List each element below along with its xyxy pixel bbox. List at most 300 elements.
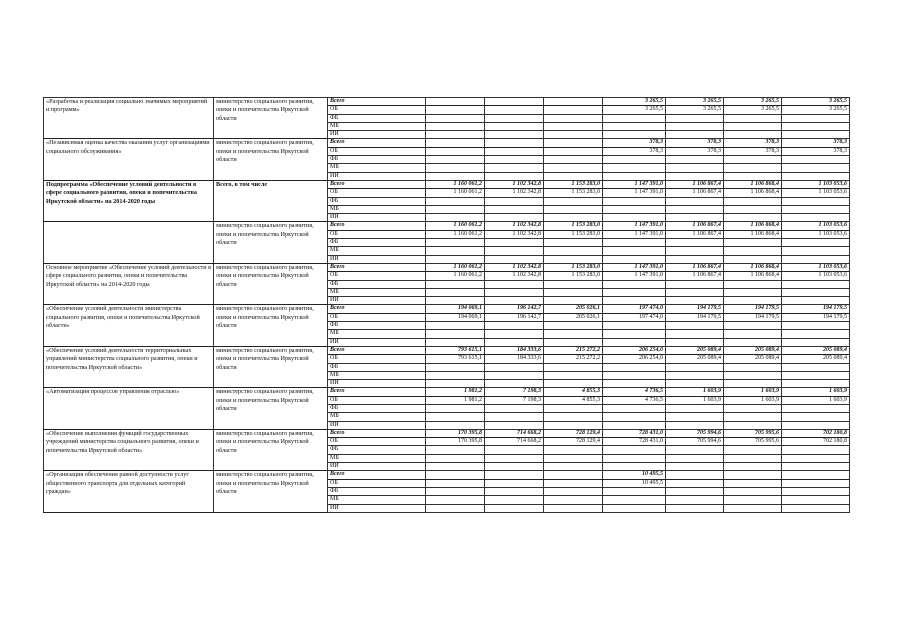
amount-cell bbox=[426, 496, 485, 504]
amount-cell bbox=[544, 247, 603, 255]
amount-cell bbox=[782, 380, 850, 388]
amount-cell: 714 668,2 bbox=[485, 438, 544, 446]
funding-source-cell: ФБ bbox=[328, 322, 426, 330]
amount-cell bbox=[603, 496, 666, 504]
amount-cell bbox=[782, 404, 850, 412]
amount-cell bbox=[724, 164, 782, 172]
amount-cell bbox=[724, 404, 782, 412]
amount-cell bbox=[724, 205, 782, 213]
amount-cell: 714 668,2 bbox=[485, 429, 544, 437]
amount-cell bbox=[485, 205, 544, 213]
funding-source-cell: ОБ bbox=[328, 479, 426, 487]
amount-cell: 1 102 342,8 bbox=[485, 263, 544, 271]
amount-cell bbox=[782, 487, 850, 495]
amount-cell bbox=[485, 404, 544, 412]
amount-cell bbox=[724, 288, 782, 296]
funding-source-cell: Всего bbox=[328, 139, 426, 147]
amount-cell: 197 474,0 bbox=[603, 305, 666, 313]
amount-cell bbox=[426, 239, 485, 247]
amount-cell: 705 995,6 bbox=[724, 429, 782, 437]
amount-cell bbox=[666, 114, 724, 122]
amount-cell bbox=[603, 239, 666, 247]
amount-cell: 1 603,9 bbox=[724, 388, 782, 396]
amount-cell bbox=[426, 471, 485, 479]
amount-cell: 1 160 061,2 bbox=[426, 180, 485, 188]
funding-source-cell: ФБ bbox=[328, 487, 426, 495]
funding-source-cell: ОБ bbox=[328, 355, 426, 363]
amount-cell bbox=[426, 404, 485, 412]
funding-source-cell: МБ bbox=[328, 288, 426, 296]
amount-cell bbox=[485, 139, 544, 147]
funding-source-cell: Всего bbox=[328, 305, 426, 313]
amount-cell bbox=[782, 122, 850, 130]
amount-cell: 194 179,5 bbox=[782, 305, 850, 313]
amount-cell bbox=[782, 413, 850, 421]
amount-cell bbox=[426, 487, 485, 495]
amount-cell bbox=[485, 297, 544, 305]
amount-cell: 205 089,4 bbox=[666, 346, 724, 354]
amount-cell bbox=[485, 106, 544, 114]
amount-cell: 1 106 867,4 bbox=[666, 189, 724, 197]
amount-cell bbox=[782, 338, 850, 346]
amount-cell bbox=[485, 172, 544, 180]
amount-cell bbox=[544, 380, 603, 388]
measure-name-cell: «Организация обеспечения равной доступности услуг общественного транспорта для отдельных категорий граждан» bbox=[44, 471, 214, 512]
amount-cell bbox=[603, 404, 666, 412]
amount-cell bbox=[426, 214, 485, 222]
amount-cell: 194 179,5 bbox=[666, 305, 724, 313]
amount-cell: 3 265,5 bbox=[666, 106, 724, 114]
amount-cell bbox=[544, 454, 603, 462]
funding-source-cell: МБ bbox=[328, 164, 426, 172]
amount-cell bbox=[426, 172, 485, 180]
amount-cell: 194 179,5 bbox=[724, 313, 782, 321]
amount-cell: 170 395,8 bbox=[426, 438, 485, 446]
amount-cell: 1 106 868,4 bbox=[724, 222, 782, 230]
amount-cell bbox=[544, 504, 603, 512]
amount-cell bbox=[426, 139, 485, 147]
amount-cell bbox=[485, 413, 544, 421]
amount-cell bbox=[603, 446, 666, 454]
amount-cell bbox=[666, 297, 724, 305]
amount-cell bbox=[724, 338, 782, 346]
amount-cell bbox=[544, 371, 603, 379]
amount-cell bbox=[544, 280, 603, 288]
funding-source-cell: ИИ bbox=[328, 380, 426, 388]
amount-cell bbox=[724, 131, 782, 139]
amount-cell: 1 102 342,8 bbox=[485, 180, 544, 188]
funding-source-cell: ИИ bbox=[328, 131, 426, 139]
amount-cell bbox=[666, 487, 724, 495]
amount-cell: 1 102 342,8 bbox=[485, 189, 544, 197]
amount-cell bbox=[666, 446, 724, 454]
amount-cell bbox=[544, 404, 603, 412]
executor-cell: министерство социального развития, опеки и попечительства Иркутской области bbox=[214, 388, 328, 429]
amount-cell bbox=[544, 106, 603, 114]
amount-cell bbox=[782, 114, 850, 122]
amount-cell bbox=[485, 131, 544, 139]
amount-cell: 378,3 bbox=[782, 139, 850, 147]
amount-cell: 1 106 867,4 bbox=[666, 272, 724, 280]
funding-source-cell: ФБ bbox=[328, 114, 426, 122]
amount-cell bbox=[544, 156, 603, 164]
amount-cell: 215 272,2 bbox=[544, 355, 603, 363]
amount-cell bbox=[544, 147, 603, 155]
amount-cell bbox=[544, 463, 603, 471]
amount-cell: 1 153 283,0 bbox=[544, 272, 603, 280]
funding-source-cell: Всего bbox=[328, 263, 426, 271]
amount-cell bbox=[603, 255, 666, 263]
amount-cell bbox=[426, 380, 485, 388]
amount-cell bbox=[782, 214, 850, 222]
amount-cell: 378,3 bbox=[666, 147, 724, 155]
amount-cell bbox=[782, 288, 850, 296]
amount-cell bbox=[724, 197, 782, 205]
amount-cell bbox=[666, 280, 724, 288]
amount-cell: 206 254,0 bbox=[603, 355, 666, 363]
amount-cell bbox=[666, 197, 724, 205]
measure-name-cell: «Автоматизация процессов управления отраслью» bbox=[44, 388, 214, 429]
amount-cell: 1 603,9 bbox=[782, 388, 850, 396]
amount-cell bbox=[544, 98, 603, 106]
amount-cell: 1 981,2 bbox=[426, 396, 485, 404]
amount-cell bbox=[544, 114, 603, 122]
amount-cell: 1 981,2 bbox=[426, 388, 485, 396]
amount-cell bbox=[485, 454, 544, 462]
amount-cell bbox=[485, 239, 544, 247]
amount-cell bbox=[724, 380, 782, 388]
amount-cell bbox=[782, 205, 850, 213]
amount-cell bbox=[485, 496, 544, 504]
amount-cell bbox=[426, 156, 485, 164]
amount-cell bbox=[544, 131, 603, 139]
measure-name-cell: Подпрограмма «Обеспечение условий деятельности в сфере социального развития, опеки и попечительства Иркутской области» на 2014-2020 годы bbox=[44, 180, 214, 221]
amount-cell: 1 160 061,2 bbox=[426, 230, 485, 238]
amount-cell: 7 198,3 bbox=[485, 396, 544, 404]
amount-cell bbox=[603, 205, 666, 213]
amount-cell: 1 103 053,6 bbox=[782, 222, 850, 230]
amount-cell: 1 106 867,4 bbox=[666, 222, 724, 230]
amount-cell bbox=[485, 338, 544, 346]
amount-cell bbox=[426, 446, 485, 454]
amount-cell: 1 103 053,6 bbox=[782, 272, 850, 280]
amount-cell bbox=[666, 479, 724, 487]
amount-cell: 1 603,9 bbox=[666, 396, 724, 404]
amount-cell: 194 179,5 bbox=[782, 313, 850, 321]
amount-cell: 1 153 283,0 bbox=[544, 230, 603, 238]
amount-cell bbox=[603, 214, 666, 222]
amount-cell bbox=[666, 214, 724, 222]
amount-cell bbox=[603, 156, 666, 164]
funding-source-cell: ОБ bbox=[328, 230, 426, 238]
amount-cell bbox=[666, 380, 724, 388]
amount-cell bbox=[485, 479, 544, 487]
amount-cell bbox=[724, 255, 782, 263]
amount-cell bbox=[485, 487, 544, 495]
table-row bbox=[44, 471, 850, 479]
amount-cell: 1 160 061,2 bbox=[426, 189, 485, 197]
amount-cell bbox=[544, 471, 603, 479]
amount-cell: 205 089,4 bbox=[782, 355, 850, 363]
amount-cell: 196 142,7 bbox=[485, 305, 544, 313]
amount-cell bbox=[485, 363, 544, 371]
amount-cell: 1 160 061,2 bbox=[426, 272, 485, 280]
executor-cell: министерство социального развития, опеки и попечительства Иркутской области bbox=[214, 471, 328, 512]
measure-name-cell: «Обеспечение условий деятельности территориальных управлений министерства социального развития, опеки и попечительства Иркутской области» bbox=[44, 346, 214, 387]
amount-cell bbox=[426, 504, 485, 512]
funding-source-cell: ФБ bbox=[328, 156, 426, 164]
amount-cell bbox=[544, 172, 603, 180]
amount-cell bbox=[724, 479, 782, 487]
funding-source-cell: МБ bbox=[328, 454, 426, 462]
amount-cell bbox=[426, 131, 485, 139]
amount-cell bbox=[485, 330, 544, 338]
amount-cell bbox=[666, 205, 724, 213]
funding-source-cell: МБ bbox=[328, 247, 426, 255]
amount-cell: 205 089,4 bbox=[724, 355, 782, 363]
amount-cell: 3 265,5 bbox=[603, 106, 666, 114]
amount-cell bbox=[666, 504, 724, 512]
amount-cell bbox=[666, 454, 724, 462]
amount-cell bbox=[782, 197, 850, 205]
funding-source-cell: МБ bbox=[328, 413, 426, 421]
funding-source-cell: ОБ bbox=[328, 106, 426, 114]
amount-cell bbox=[666, 239, 724, 247]
funding-source-cell: Всего bbox=[328, 388, 426, 396]
funding-source-cell: ФБ bbox=[328, 239, 426, 247]
amount-cell: 728 431,0 bbox=[603, 438, 666, 446]
amount-cell bbox=[603, 371, 666, 379]
amount-cell: 4 736,5 bbox=[603, 396, 666, 404]
amount-cell: 194 069,1 bbox=[426, 313, 485, 321]
amount-cell bbox=[603, 504, 666, 512]
amount-cell: 1 102 342,8 bbox=[485, 272, 544, 280]
amount-cell bbox=[603, 487, 666, 495]
amount-cell bbox=[724, 421, 782, 429]
amount-cell bbox=[426, 122, 485, 130]
amount-cell bbox=[426, 363, 485, 371]
amount-cell bbox=[485, 446, 544, 454]
amount-cell bbox=[485, 247, 544, 255]
amount-cell: 196 142,7 bbox=[485, 313, 544, 321]
amount-cell: 702 180,8 bbox=[782, 438, 850, 446]
executor-cell: министерство социального развития, опеки и попечительства Иркутской области bbox=[214, 429, 328, 470]
funding-source-cell: ФБ bbox=[328, 363, 426, 371]
amount-cell: 3 265,5 bbox=[603, 98, 666, 106]
amount-cell bbox=[666, 413, 724, 421]
amount-cell: 4 855,3 bbox=[544, 396, 603, 404]
amount-cell: 1 106 868,4 bbox=[724, 230, 782, 238]
amount-cell bbox=[603, 421, 666, 429]
amount-cell bbox=[485, 463, 544, 471]
amount-cell: 1 153 283,0 bbox=[544, 189, 603, 197]
amount-cell: 1 103 053,6 bbox=[782, 230, 850, 238]
amount-cell: 378,3 bbox=[724, 147, 782, 155]
amount-cell bbox=[666, 330, 724, 338]
amount-cell bbox=[603, 413, 666, 421]
amount-cell: 194 179,5 bbox=[724, 305, 782, 313]
amount-cell bbox=[426, 197, 485, 205]
amount-cell bbox=[544, 214, 603, 222]
funding-source-cell: Всего bbox=[328, 346, 426, 354]
amount-cell: 1 153 283,0 bbox=[544, 222, 603, 230]
amount-cell bbox=[666, 463, 724, 471]
amount-cell: 1 106 867,4 bbox=[666, 180, 724, 188]
amount-cell bbox=[485, 371, 544, 379]
amount-cell bbox=[782, 371, 850, 379]
amount-cell bbox=[426, 371, 485, 379]
funding-source-cell: ОБ bbox=[328, 396, 426, 404]
amount-cell: 4 736,5 bbox=[603, 388, 666, 396]
amount-cell bbox=[782, 363, 850, 371]
amount-cell: 10 495,5 bbox=[603, 479, 666, 487]
amount-cell bbox=[724, 487, 782, 495]
amount-cell bbox=[544, 496, 603, 504]
amount-cell bbox=[485, 380, 544, 388]
amount-cell: 378,3 bbox=[782, 147, 850, 155]
amount-cell bbox=[724, 363, 782, 371]
amount-cell bbox=[485, 504, 544, 512]
funding-source-cell: МБ bbox=[328, 496, 426, 504]
amount-cell: 215 272,2 bbox=[544, 346, 603, 354]
measure-name-cell: «Обеспечение условий деятельности министерства социального развития, опеки и попечительства Иркутской области» bbox=[44, 305, 214, 346]
amount-cell bbox=[666, 247, 724, 255]
executor-cell: министерство социального развития, опеки и попечительства Иркутской области bbox=[214, 98, 328, 139]
amount-cell bbox=[544, 421, 603, 429]
amount-cell bbox=[782, 156, 850, 164]
amount-cell bbox=[666, 421, 724, 429]
amount-cell bbox=[544, 205, 603, 213]
amount-cell bbox=[485, 114, 544, 122]
amount-cell bbox=[782, 280, 850, 288]
funding-source-cell: Всего bbox=[328, 429, 426, 437]
funding-source-cell: ИИ bbox=[328, 421, 426, 429]
amount-cell bbox=[544, 446, 603, 454]
amount-cell: 1 160 061,2 bbox=[426, 263, 485, 271]
amount-cell bbox=[426, 288, 485, 296]
amount-cell: 205 026,1 bbox=[544, 305, 603, 313]
amount-cell: 1 102 342,8 bbox=[485, 222, 544, 230]
executor-cell: министерство социального развития, опеки и попечительства Иркутской области bbox=[214, 222, 328, 263]
amount-cell bbox=[603, 114, 666, 122]
executor-cell: министерство социального развития, опеки и попечительства Иркутской области bbox=[214, 305, 328, 346]
amount-cell bbox=[666, 338, 724, 346]
amount-cell bbox=[724, 454, 782, 462]
amount-cell: 1 147 391,0 bbox=[603, 263, 666, 271]
amount-cell bbox=[603, 131, 666, 139]
funding-source-cell: ОБ bbox=[328, 313, 426, 321]
funding-source-cell: ФБ bbox=[328, 197, 426, 205]
amount-cell: 728 129,4 bbox=[544, 429, 603, 437]
amount-cell bbox=[426, 421, 485, 429]
amount-cell bbox=[782, 463, 850, 471]
amount-cell bbox=[544, 322, 603, 330]
amount-cell: 1 102 342,8 bbox=[485, 230, 544, 238]
amount-cell bbox=[485, 214, 544, 222]
funding-source-cell: Всего bbox=[328, 471, 426, 479]
amount-cell bbox=[603, 338, 666, 346]
amount-cell bbox=[666, 471, 724, 479]
amount-cell bbox=[666, 404, 724, 412]
amount-cell bbox=[724, 496, 782, 504]
amount-cell: 793 615,1 bbox=[426, 346, 485, 354]
amount-cell: 1 103 053,6 bbox=[782, 189, 850, 197]
amount-cell bbox=[603, 297, 666, 305]
table-row bbox=[44, 429, 850, 437]
amount-cell: 4 855,3 bbox=[544, 388, 603, 396]
amount-cell bbox=[782, 131, 850, 139]
amount-cell bbox=[724, 247, 782, 255]
amount-cell: 378,3 bbox=[724, 139, 782, 147]
funding-source-cell: ФБ bbox=[328, 280, 426, 288]
amount-cell: 1 103 053,6 bbox=[782, 263, 850, 271]
amount-cell bbox=[782, 255, 850, 263]
amount-cell: 10 495,5 bbox=[603, 471, 666, 479]
amount-cell bbox=[666, 156, 724, 164]
amount-cell bbox=[782, 172, 850, 180]
amount-cell: 1 106 868,4 bbox=[724, 272, 782, 280]
amount-cell bbox=[426, 255, 485, 263]
amount-cell bbox=[782, 504, 850, 512]
amount-cell bbox=[666, 496, 724, 504]
amount-cell: 197 474,0 bbox=[603, 313, 666, 321]
funding-source-cell: Всего bbox=[328, 222, 426, 230]
table-row bbox=[44, 346, 850, 354]
funding-source-cell: ИИ bbox=[328, 297, 426, 305]
amount-cell: 1 147 391,0 bbox=[603, 272, 666, 280]
amount-cell: 3 265,5 bbox=[724, 98, 782, 106]
amount-cell bbox=[485, 122, 544, 130]
funding-source-cell: ИИ bbox=[328, 463, 426, 471]
executor-cell: министерство социального развития, опеки и попечительства Иркутской области bbox=[214, 139, 328, 180]
funding-source-cell: МБ bbox=[328, 205, 426, 213]
amount-cell bbox=[485, 322, 544, 330]
amount-cell: 1 106 867,4 bbox=[666, 263, 724, 271]
amount-cell bbox=[603, 322, 666, 330]
table-row bbox=[44, 180, 850, 188]
amount-cell: 1 153 283,0 bbox=[544, 180, 603, 188]
amount-cell: 378,3 bbox=[603, 147, 666, 155]
amount-cell bbox=[724, 463, 782, 471]
amount-cell bbox=[666, 322, 724, 330]
amount-cell: 205 089,4 bbox=[724, 346, 782, 354]
amount-cell: 1 160 061,2 bbox=[426, 222, 485, 230]
amount-cell bbox=[544, 363, 603, 371]
amount-cell bbox=[724, 504, 782, 512]
measure-name-cell bbox=[44, 222, 214, 263]
table-row bbox=[44, 388, 850, 396]
amount-cell bbox=[426, 98, 485, 106]
budget-table bbox=[43, 97, 850, 513]
amount-cell bbox=[485, 280, 544, 288]
amount-cell bbox=[782, 471, 850, 479]
funding-source-cell: ИИ bbox=[328, 214, 426, 222]
amount-cell bbox=[544, 297, 603, 305]
amount-cell bbox=[603, 164, 666, 172]
amount-cell: 705 994,6 bbox=[666, 438, 724, 446]
amount-cell bbox=[603, 197, 666, 205]
funding-source-cell: МБ bbox=[328, 330, 426, 338]
amount-cell bbox=[666, 131, 724, 139]
amount-cell bbox=[724, 239, 782, 247]
table-row bbox=[44, 263, 850, 271]
amount-cell bbox=[426, 147, 485, 155]
amount-cell bbox=[426, 463, 485, 471]
amount-cell bbox=[485, 421, 544, 429]
amount-cell bbox=[485, 98, 544, 106]
amount-cell: 378,3 bbox=[666, 139, 724, 147]
executor-cell: министерство социального развития, опеки и попечительства Иркутской области bbox=[214, 263, 328, 304]
